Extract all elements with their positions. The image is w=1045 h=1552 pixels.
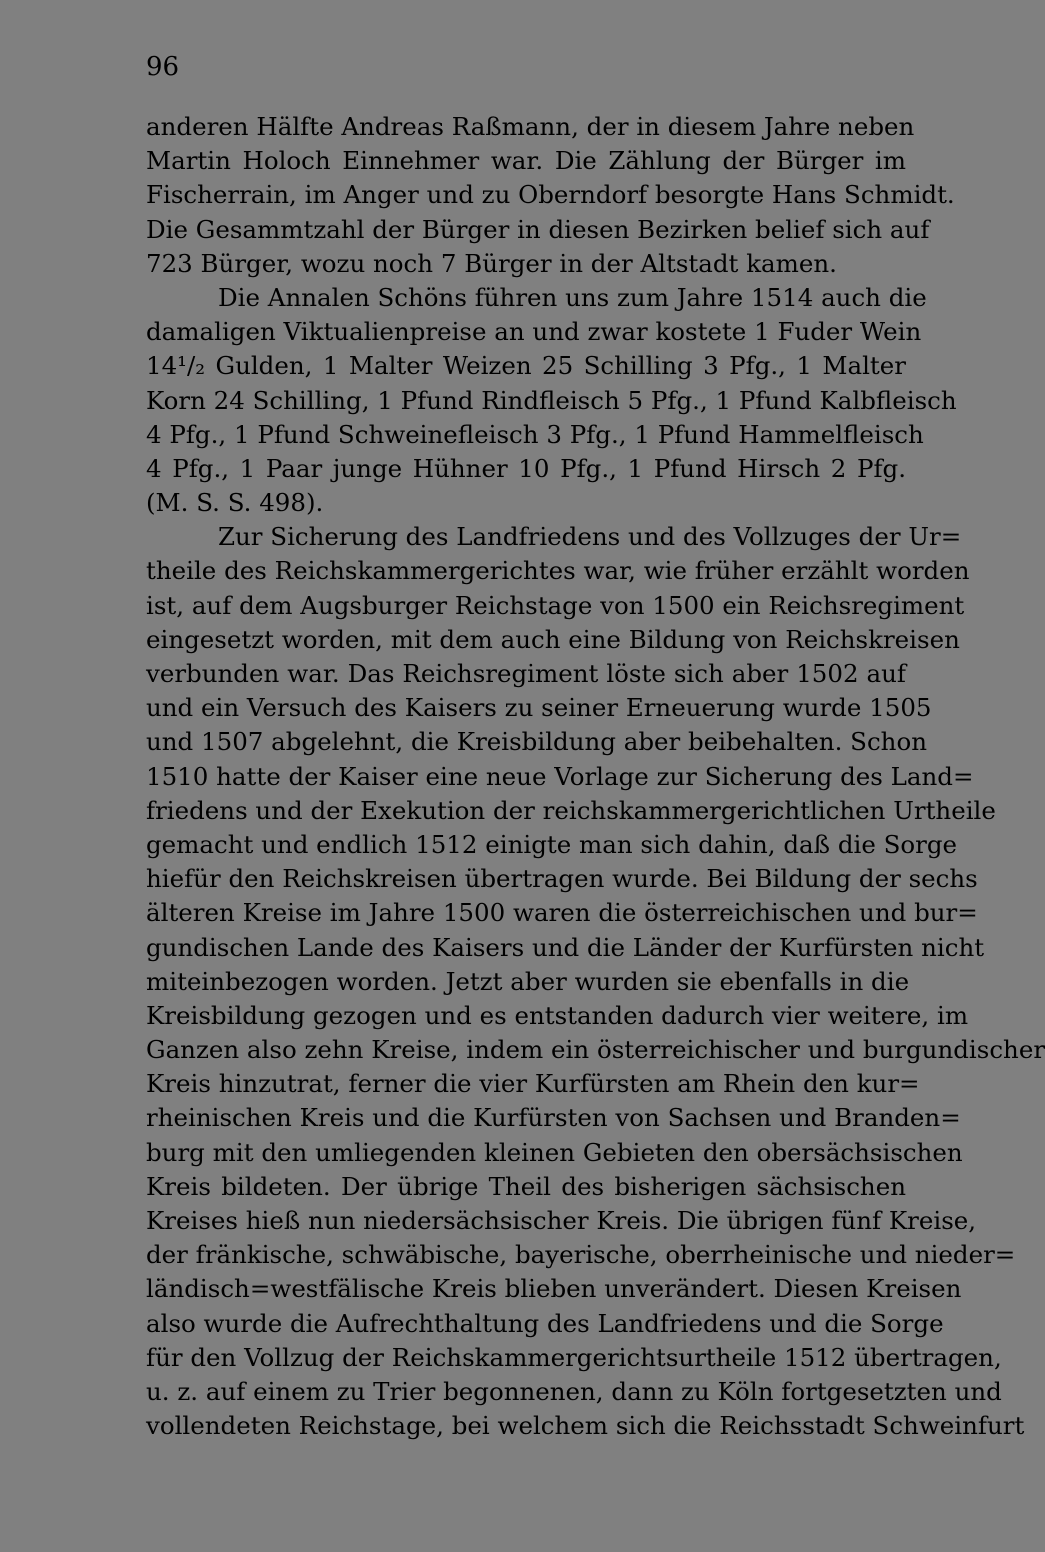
- paragraph: [146, 281, 957, 520]
- text-line: Die Annalen Schöns führen uns zum Jahre 1514 auch die: [218, 282, 927, 312]
- text-line: für den Vollzug der Reichskammergerichtsurtheile 1512 übertragen,: [146, 1342, 1002, 1372]
- text-line: 4 Pfg., 1 Pfund Schweinefleisch 3 Pfg., 1 Pfund Hammelfleisch: [146, 419, 924, 449]
- text-line: ländisch=westfälische Kreis blieben unverändert. Diesen Kreisen: [146, 1274, 962, 1304]
- text-line: der fränkische, schwäbische, bayerische, oberrheinische und nieder=: [146, 1240, 1016, 1270]
- text-line: 1510 hatte der Kaiser eine neue Vorlage zur Sicherung des Land=: [146, 761, 974, 791]
- text-line: friedens und der Exekution der reichskammergerichtlichen Urtheile: [146, 795, 996, 825]
- text-line: 14¹/₂ Gulden, 1 Malter Weizen 25 Schilling 3 Pfg., 1 Malter: [146, 351, 906, 381]
- text-line: ist, auf dem Augsburger Reichstage von 1500 ein Reichsregiment: [146, 590, 965, 620]
- text-line: anderen Hälfte Andreas Raßmann, der in diesem Jahre neben: [146, 112, 915, 141]
- text-line: hiefür den Reichskreisen übertragen wurde. Bei Bildung der sechs: [146, 864, 978, 894]
- text-line: und 1507 abgelehnt, die Kreisbildung aber beibehalten. Schon: [146, 727, 927, 757]
- page-number: 96: [146, 52, 180, 82]
- text-line: Ganzen also zehn Kreise, indem ein österreichischer und burgundischer: [146, 1035, 1045, 1065]
- text-line: gemacht und endlich 1512 einigte man sich dahin, daß die Sorge: [146, 829, 958, 859]
- text-line: theile des Reichskammergerichtes war, wie früher erzählt worden: [146, 556, 970, 586]
- text-line: Kreis hinzutrat, ferner die vier Kurfürsten am Rhein den kur=: [146, 1069, 920, 1099]
- text-line: und ein Versuch des Kaisers zu seiner Erneuerung wurde 1505: [146, 693, 932, 723]
- text-line: vollendeten Reichstage, bei welchem sich die Reichsstadt Schweinfurt: [146, 1411, 1025, 1441]
- text-line: Die Gesammtzahl der Bürger in diesen Bezirken belief sich auf: [146, 214, 930, 244]
- text-line: miteinbezogen worden. Jetzt aber wurden sie ebenfalls in die: [146, 966, 910, 996]
- text-line: älteren Kreise im Jahre 1500 waren die österreichischen und bur=: [146, 898, 978, 928]
- text-line: Fischerrain, im Anger und zu Oberndorf besorgte Hans Schmidt.: [146, 180, 955, 210]
- text-line: eingesetzt worden, mit dem auch eine Bildung von Reichskreisen: [146, 624, 960, 654]
- text-line: Kreis bildeten. Der übrige Theil des bisherigen sächsischen: [146, 1171, 906, 1201]
- text-line: Zur Sicherung des Landfriedens und des Vollzuges der Ur=: [218, 522, 962, 552]
- text-line: also wurde die Aufrechthaltung des Landfriedens und die Sorge: [146, 1308, 944, 1338]
- text-line: Martin Holoch Einnehmer war. Die Zählung der Bürger im: [146, 146, 906, 176]
- text-line: gundischen Lande des Kaisers und die Länder der Kurfürsten nicht: [146, 932, 985, 962]
- paragraph: [146, 110, 955, 281]
- text-line: 723 Bürger, wozu noch 7 Bürger in der Altstadt kamen.: [146, 248, 837, 278]
- text-line: Kreisbildung gezogen und es entstanden dadurch vier weitere, im: [146, 1000, 969, 1030]
- paragraph: [146, 520, 1045, 1443]
- text-line: Kreises hieß nun niedersächsischer Kreis. Die übrigen fünf Kreise,: [146, 1206, 977, 1235]
- text-line: Korn 24 Schilling, 1 Pfund Rindfleisch 5 Pfg., 1 Pfund Kalbfleisch: [146, 385, 957, 415]
- text-line: damaligen Viktualienpreise an und zwar kostete 1 Fuder Wein: [146, 317, 922, 347]
- text-line: (M. S. S. 498).: [146, 488, 324, 518]
- text-line: u. z. auf einem zu Trier begonnenen, dann zu Köln fortgesetzten und: [146, 1376, 1002, 1406]
- text-line: burg mit den umliegenden kleinen Gebieten den obersächsischen: [146, 1137, 963, 1167]
- text-line: verbunden war. Das Reichsregiment löste sich aber 1502 auf: [146, 659, 906, 688]
- text-line: rheinischen Kreis und die Kurfürsten von Sachsen und Branden=: [146, 1103, 961, 1133]
- body-text: [146, 110, 1045, 1443]
- text-line: 4 Pfg., 1 Paar junge Hühner 10 Pfg., 1 Pfund Hirsch 2 Pfg.: [146, 453, 906, 483]
